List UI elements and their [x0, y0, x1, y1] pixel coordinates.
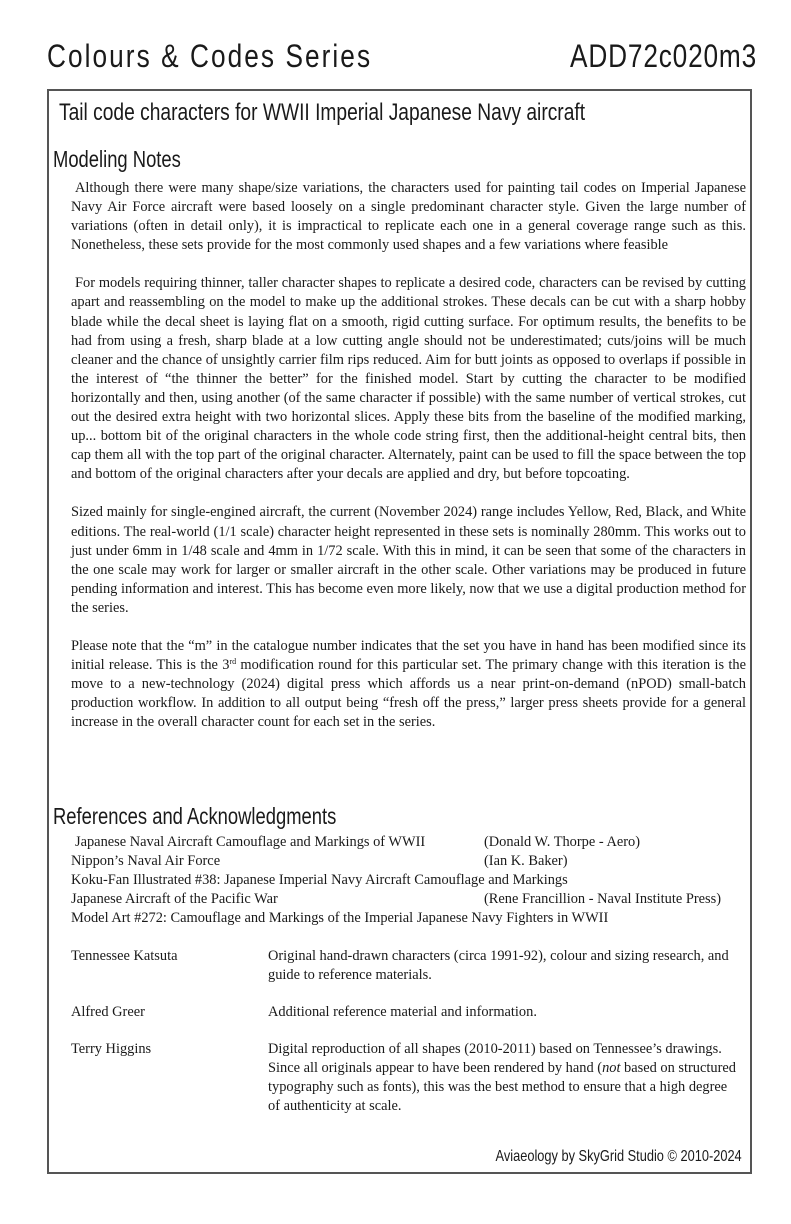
credit-name: Tennessee Katsuta [71, 948, 178, 964]
reference-title: Koku-Fan Illustrated #38: Japanese Imperial Navy Aircraft Camouflage and Markings [71, 872, 568, 888]
reference-item [71, 890, 746, 909]
reference-source: (Rene Francillion - Naval Institute Press) [484, 891, 721, 907]
credit-item [71, 947, 746, 985]
reference-item [71, 871, 746, 890]
credit-description: Original hand-drawn characters (circa 1991-92), colour and sizing research, and guide to reference materials. [268, 948, 729, 983]
notes-paragraph: Sized mainly for single-engined aircraft, the current (November 2024) range includes Yellow, Red, Black, and White editions. The real-world (1/1 scale) character height represented in these sets is nominally 280mm. This works out to just under 6mm in 1/48 scale and 4mm in 1/72 scale. With this in mind, it can be seen that some of the characters in the one scale may work for larger or smaller aircraft in the other scale. Other variations may be produced in future pending information and interest. This has become even more likely, now that we use a digital production method for the series. [71, 504, 746, 616]
notes-paragraph: For models requiring thinner, taller character shapes to replicate a desired code, characters can be revised by cutting apart and reassembling on the model to make up the additional strokes. These decals can be cut with a sharp hobby blade while the decal sheet is laying flat on a smooth, rigid cutting surface. For optimum results, the benefits to be had from using a fresh, sharp blade at a low cutting angle should not be underestimated; cuts/joins will be much cleaner and the chance of unsightly carrier film rips reduced. Aim for butt joints as opposed to overlaps if possible in the interest of “the thinner the better” for the finished model. Start by cutting the character to be modified horizontally and then, using another (of the same character if possible) with the same number of vertical strokes, cut out the desired extra height with two horizontal slices. Apply these bits from the baseline of the modified marking, up... bottom bit of the original characters in the whole code string first, then the additional-height central bits, then cap them all with the top part of the original character. Alternately, paint can be used to fill the space between the top and bottom of the original characters after your decals are applied and dry, but before topcoating. [71, 275, 746, 483]
modeling-notes-body [71, 179, 746, 751]
modeling-notes-heading: Modeling Notes [53, 146, 181, 172]
credit-description: Additional reference material and information. [268, 1004, 537, 1020]
credit-name: Alfred Greer [71, 1004, 145, 1020]
catalog-number: ADD72c020m3 [570, 38, 757, 74]
reference-title: Model Art #272: Camouflage and Markings of the Imperial Japanese Navy Fighters in WWII [71, 910, 609, 926]
reference-item [71, 909, 746, 928]
reference-source: (Ian K. Baker) [484, 853, 568, 869]
references-list [71, 833, 746, 928]
notes-paragraph: Please note that the “m” in the catalogue number indicates that the set you have in hand has been modified since its initial release. This is the 3rd modification round for this particular set. The primary change with this iteration is the move to a new-technology (2024) digital press which affords us a near print-on-demand (nPOD) small-batch production workflow. In addition to all output being “fresh off the press,” larger press sheets provide for a general increase in the overall character count for each set in the series. [71, 637, 746, 731]
credit-name: Terry Higgins [71, 1041, 152, 1057]
reference-title: Japanese Naval Aircraft Camouflage and Markings of WWII [75, 834, 426, 850]
credit-item [71, 1003, 746, 1022]
footer-copyright: Aviaeology by SkyGrid Studio © 2010-2024 [495, 1148, 742, 1165]
credit-description: Digital reproduction of all shapes (2010-2011) based on Tennessee’s drawings. Since all originals appear to have been rendered by hand (not based on structured typography such as fonts), this was the best method to ensure that a high degree of authenticity at scale. [268, 1041, 736, 1114]
references-heading: References and Acknowledgments [53, 803, 337, 829]
reference-title: Japanese Aircraft of the Pacific War [71, 891, 278, 907]
reference-source: (Donald W. Thorpe - Aero) [484, 834, 640, 850]
content-frame [47, 89, 752, 1174]
sheet-title: Tail code characters for WWII Imperial Japanese Navy aircraft [59, 99, 586, 126]
series-title: Colours & Codes Series [47, 38, 373, 74]
acknowledgments-list [71, 947, 746, 1134]
reference-item [71, 833, 746, 852]
reference-item [71, 852, 746, 871]
notes-paragraph: Although there were many shape/size variations, the characters used for painting tail codes on Imperial Japanese Navy Air Force aircraft were based loosely on a single predominant character style. Given the large number of variations (often in detail only), it is impractical to replicate each one in a general coverage range such as this. Nonetheless, these sets provide for the most commonly used shapes and a few variations where feasible [71, 180, 746, 254]
credit-item [71, 1040, 746, 1116]
reference-title: Nippon’s Naval Air Force [71, 853, 221, 869]
